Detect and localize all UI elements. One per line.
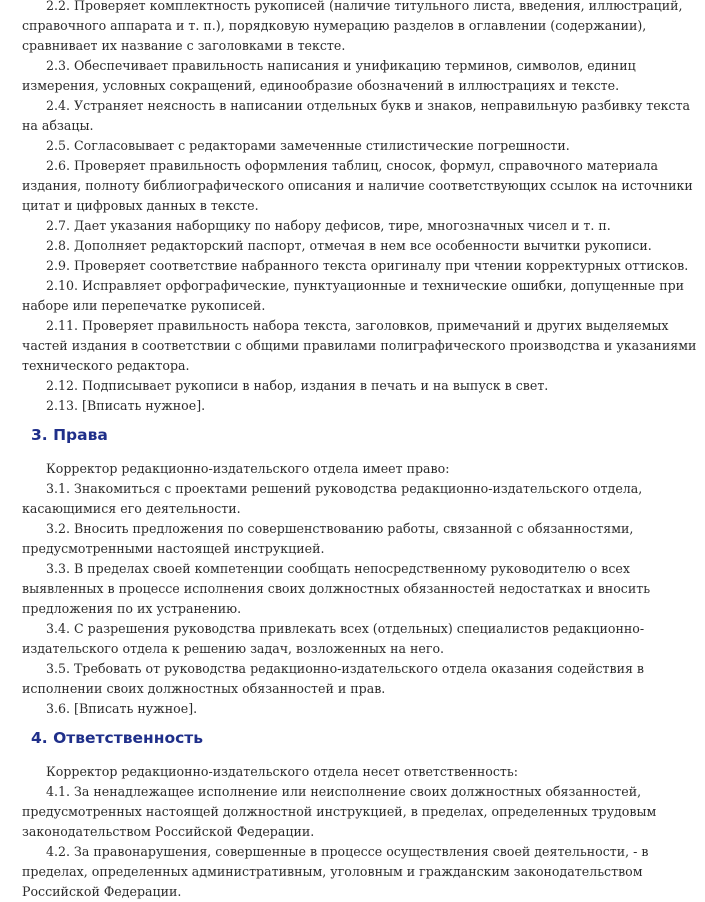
paragraph-2-10: 2.10. Исправляет орфографические, пунктуационные и технические ошибки, допущенные при наборе или перепечатке рукописей. bbox=[22, 278, 685, 313]
paragraph-2-13: 2.13. [Вписать нужное]. bbox=[46, 398, 206, 413]
paragraph-4-1: 4.1. За ненадлежащее исполнение или неисполнение своих должностных обязанностей, предусмотренных настоящей должностной инструкцией, в пределах, определенных трудовым законодательством Российской Федерации. bbox=[22, 784, 657, 839]
paragraph-3-4: 3.4. С разрешения руководства привлекать всех (отдельных) специалистов редакционно-издательского отдела к решению задач, возложенных на него. bbox=[22, 621, 645, 656]
paragraph-2-3: 2.3. Обеспечивает правильность написания и унификацию терминов, символов, единиц измерения, условных сокращений, единообразие обозначений в иллюстрациях и тексте. bbox=[22, 58, 636, 93]
paragraph-2-5: 2.5. Согласовывает с редакторами замеченные стилистические погрешности. bbox=[46, 138, 570, 153]
paragraph-2-7: 2.7. Дает указания наборщику по набору дефисов, тире, многозначных чисел и т. п. bbox=[46, 218, 611, 233]
paragraph-2-12: 2.12. Подписывает рукописи в набор, издания в печать и на выпуск в свет. bbox=[46, 378, 549, 393]
paragraph-3-3: 3.3. В пределах своей компетенции сообщать непосредственному руководителю о всех выявленных в процессе исполнения своих должностных обязанностей недостатках и вносить предложения по их устранению. bbox=[22, 561, 651, 616]
section-heading-rights: 3. Права bbox=[31, 426, 108, 444]
document-body bbox=[22, 0, 698, 902]
duties-section bbox=[22, 0, 698, 416]
paragraph-2-4: 2.4. Устраняет неясность в написании отдельных букв и знаков, неправильную разбивку текста на абзацы. bbox=[22, 98, 691, 133]
paragraph-4-2: 4.2. За правонарушения, совершенные в процессе осуществления своей деятельности, - в пределах, определенных административным, уголовным и гражданским законодательством Российской Федерации. bbox=[22, 844, 649, 899]
paragraph-2-2: 2.2. Проверяет комплектность рукописей (наличие титульного листа, введения, иллюстраций, справочного аппарата и т. п.), порядковую нумерацию разделов в оглавлении (содержании), сравнивает их название с заголовками в тексте. bbox=[22, 0, 683, 53]
paragraph-2-9: 2.9. Проверяет соответствие набранного текста оригиналу при чтении корректурных оттисков. bbox=[46, 258, 689, 273]
paragraph-3-6: 3.6. [Вписать нужное]. bbox=[46, 701, 198, 716]
paragraph-3-5: 3.5. Требовать от руководства редакционно-издательского отдела оказания содействия в исполнении своих должностных обязанностей и прав. bbox=[22, 661, 645, 696]
paragraph-3-2: 3.2. Вносить предложения по совершенствованию работы, связанной с обязанностями, предусмотренными настоящей инструкцией. bbox=[22, 521, 634, 556]
paragraph-2-8: 2.8. Дополняет редакторский паспорт, отмечая в нем все особенности вычитки рукописи. bbox=[46, 238, 652, 253]
rights-section bbox=[22, 424, 698, 719]
section-heading-responsibility: 4. Ответственность bbox=[31, 729, 204, 747]
responsibility-intro: Корректор редакционно-издательского отдела несет ответственность: bbox=[46, 764, 518, 779]
paragraph-3-1: 3.1. Знакомиться с проектами решений руководства редакционно-издательского отдела, касающимися его деятельности. bbox=[22, 481, 643, 516]
rights-intro: Корректор редакционно-издательского отдела имеет право: bbox=[46, 461, 450, 476]
paragraph-2-6: 2.6. Проверяет правильность оформления таблиц, сносок, формул, справочного материала издания, полноту библиографического описания и наличие соответствующих ссылок на источники цитат и цифровых данных в тексте. bbox=[22, 158, 693, 213]
responsibility-section bbox=[22, 727, 698, 902]
paragraph-2-11: 2.11. Проверяет правильность набора текста, заголовков, примечаний и других выделяемых частей издания в соответствии с общими правилами полиграфического производства и указаниями технического редактора. bbox=[22, 318, 697, 373]
